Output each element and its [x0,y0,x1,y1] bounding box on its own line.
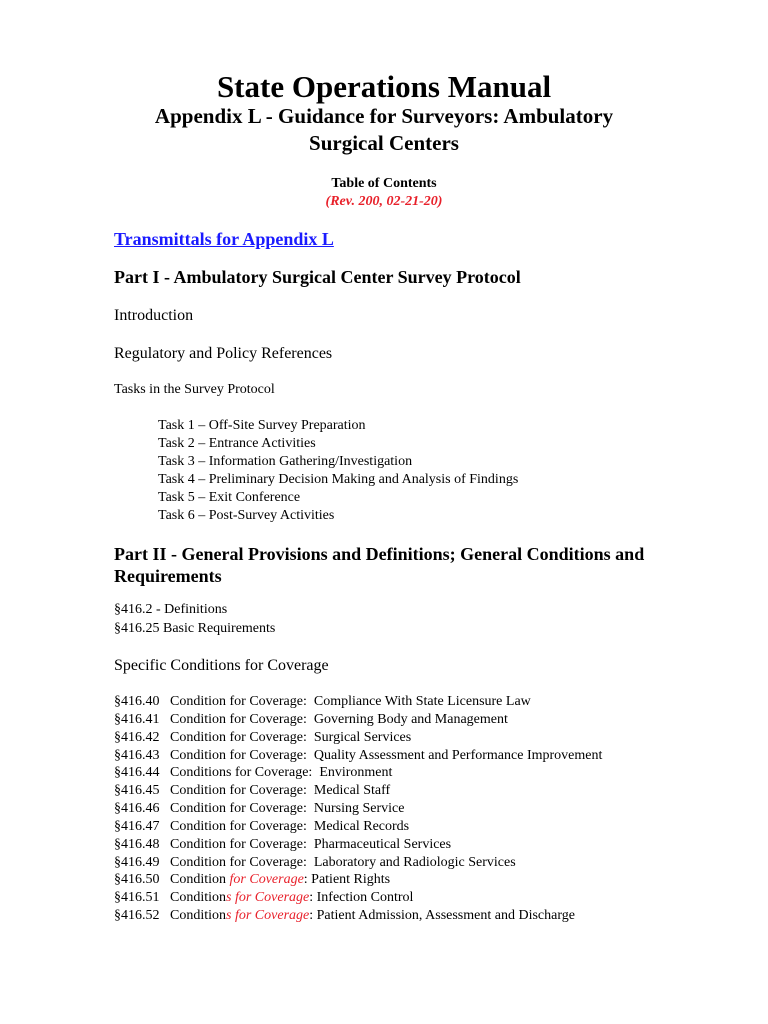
condition-prefix: Condition for Coverage: [170,854,314,870]
part-1-heading: Part I - Ambulatory Surgical Center Survey Protocol [114,267,521,287]
condition-number: §416.50 [114,872,160,888]
condition-title: Medical Records [313,818,410,834]
condition-prefix: Condition for Coverage: [170,729,314,745]
task-item: Task 4 – Preliminary Decision Making and Analysis of Findings [158,471,519,487]
condition-prefix: Condition [170,908,227,924]
condition-number: §416.51 [114,890,160,906]
condition-item [114,693,602,711]
table-of-contents-label: Table of Contents [331,176,437,191]
definition-item: §416.2 - Definitions [114,602,228,617]
part-2-heading [114,543,644,587]
task-item: Task 6 – Post-Survey Activities [158,507,335,523]
condition-item [114,711,602,729]
condition-number: §416.49 [114,854,160,870]
definitions-list [114,601,275,638]
condition-item [114,800,602,818]
task-item: Task 3 – Information Gathering/Investigation [158,453,413,469]
task-list [158,417,518,524]
conditions-list [114,693,602,925]
condition-title: Quality Assessment and Performance Improvement [313,747,603,763]
condition-prefix: Condition for Coverage: [170,783,314,799]
condition-prefix: Condition for Coverage: [170,711,314,727]
condition-number: §416.43 [114,747,160,763]
condition-prefix: Condition for Coverage: [170,836,314,852]
subtitle-line-1: Appendix L - Guidance for Surveyors: Ambulatory [154,104,614,128]
condition-title: Governing Body and Management [313,711,508,727]
condition-prefix: Conditions for Coverage: [170,765,320,781]
transmittals-link[interactable]: Transmittals for Appendix L [114,229,334,249]
regulatory-references-entry: Regulatory and Policy References [114,345,333,362]
subtitle-line-2: Surgical Centers [309,131,459,155]
condition-item [114,729,602,747]
condition-title: Medical Staff [313,783,391,799]
condition-item [114,854,602,872]
condition-prefix: Condition for Coverage: [170,818,314,834]
condition-number: §416.41 [114,711,160,727]
condition-item [114,836,602,854]
document-title: State Operations Manual [216,69,552,104]
condition-title: : Infection Control [309,890,414,906]
condition-prefix: Condition [170,890,227,906]
condition-title: Surgical Services [313,729,412,745]
condition-title: Environment [319,765,393,781]
condition-item [114,818,602,836]
task-item: Task 2 – Entrance Activities [158,435,316,451]
condition-number: §416.40 [114,694,160,709]
condition-number: §416.48 [114,836,160,852]
condition-item [114,871,602,889]
specific-conditions-heading: Specific Conditions for Coverage [114,657,329,674]
condition-item [114,907,602,925]
condition-number: §416.52 [114,908,160,924]
condition-title: Pharmaceutical Services [313,836,452,852]
tasks-heading: Tasks in the Survey Protocol [114,382,275,397]
condition-prefix: Condition for Coverage: [170,747,314,763]
condition-revision-text: s for Coverage [226,890,310,906]
condition-revision-text: for Coverage [229,872,304,888]
condition-prefix: Condition [170,872,230,888]
condition-item [114,747,602,765]
condition-number: §416.46 [114,801,160,817]
condition-prefix: Condition for Coverage: [170,694,314,709]
condition-item [114,889,602,907]
condition-title: Compliance With State Licensure Law [313,694,531,709]
condition-title: Laboratory and Radiologic Services [313,854,516,870]
condition-item [114,782,602,800]
revision-note: (Rev. 200, 02-21-20) [325,194,443,209]
task-item: Task 5 – Exit Conference [158,489,301,505]
condition-revision-text: s for Coverage [226,908,310,924]
part-2-heading-line-2: Requirements [114,566,222,586]
condition-number: §416.45 [114,783,160,799]
condition-title: Nursing Service [313,801,405,817]
condition-number: §416.42 [114,729,160,745]
task-item: Task 1 – Off-Site Survey Preparation [158,418,366,433]
condition-title: : Patient Rights [303,872,391,888]
introduction-entry: Introduction [114,307,194,324]
condition-item [114,764,602,782]
condition-number: §416.47 [114,818,160,834]
document-subtitle [0,103,768,157]
condition-prefix: Condition for Coverage: [170,801,314,817]
condition-title: : Patient Admission, Assessment and Discharge [309,908,575,924]
definition-item: §416.25 Basic Requirements [114,620,276,636]
condition-number: §416.44 [114,765,160,781]
part-2-heading-line-1: Part II - General Provisions and Definitions; General Conditions and [114,544,645,564]
